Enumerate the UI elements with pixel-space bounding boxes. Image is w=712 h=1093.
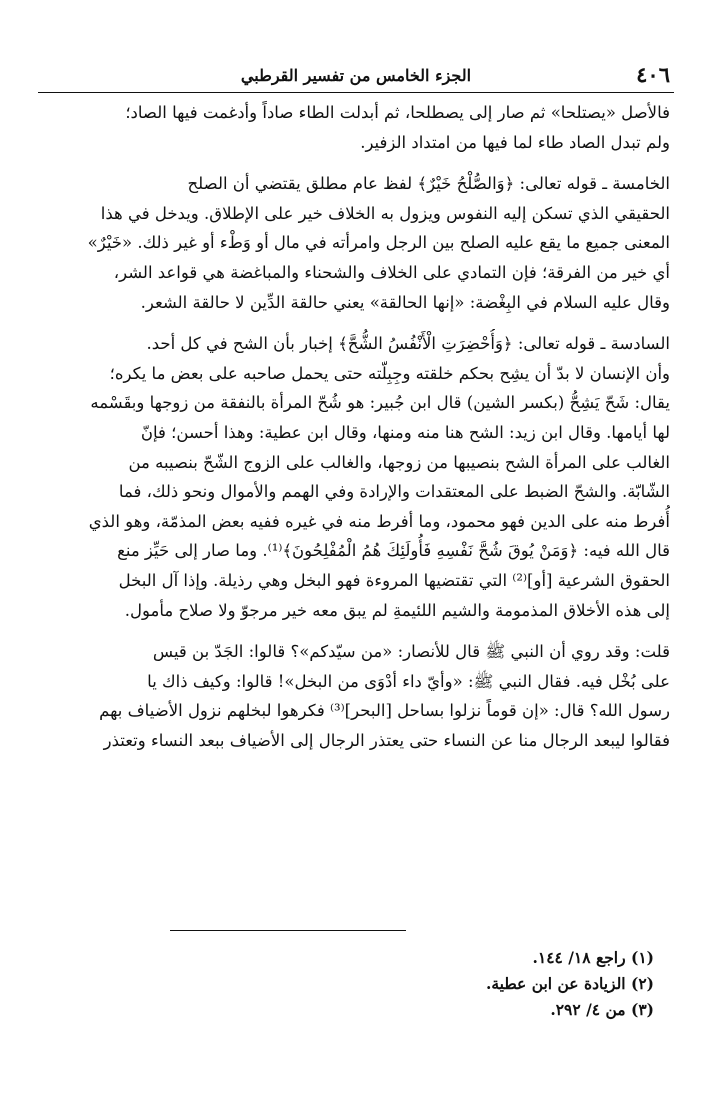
text-line: فقالوا ليبعد الرجال منا عن النساء حتى يعتذر الرجال إلى الأضياف ببعد النساء وتعتذر — [103, 730, 670, 750]
paragraph — [38, 637, 670, 755]
running-title: الجزء الخامس من تفسير القرطبي — [240, 66, 472, 85]
text-line: أي خير من الفرقة؛ فإن التمادي على الخلاف والشحناء والمباغضة هي قواعد الشر، — [113, 262, 670, 282]
text-line: إلى هذه الأخلاق المذمومة والشيم اللئيمةِ لم يبق معه خير مرجوّ ولا صلاح مأمول. — [124, 600, 670, 620]
paragraph — [38, 98, 670, 157]
text-line: الغالب على المرأة الشح بنصيبها من زوجها، والغالب على الزوج الشّحّ بنصيبه من — [128, 452, 670, 472]
main-text — [38, 98, 670, 755]
page-number: ٤٠٦ — [636, 62, 670, 87]
paragraph — [38, 329, 670, 625]
text-line: الحقوق الشرعية [أو]⁽²⁾ التي تقتضيها المروءة فهو البخل وهي رذيلة. وإذا آل البخل — [118, 570, 670, 590]
text-line: على بُخْل فيه. فقال النبي ﷺ: «وأيّ داء أدْوَى من البخل»! قالوا: وكيف ذاك يا — [147, 671, 670, 691]
paragraph — [38, 169, 670, 317]
text-line: رسول الله؟ قال: «إن قوماً نزلوا بساحل [البحر]⁽³⁾ فكرهوا لبخلهم نزول الأضياف بهم — [99, 701, 670, 721]
footnote: (٣) من ٤/ ٢٩٢. — [550, 1000, 654, 1019]
text-line: أُفرط منه على الدين فهو محمود، وما أفرط منه في غيره ففيه بعض المذمّة، وهو الذي — [88, 511, 670, 531]
page-header — [38, 62, 674, 93]
text-line: وأن الإنسان لا بدّ أن يشِح بحكم خلقته وجِبِلّته حتى يحمل صاحبه على بعض ما يكره؛ — [109, 363, 670, 383]
text-line: الشّابّة. والشحّ الضبط على المعتقدات والإرادة وفي الهمم والأموال ونحو ذلك، فما — [118, 482, 670, 502]
text-line: الخامسة ـ قوله تعالى: ﴿وَالصُّلْحُ خَيْرٌ﴾ لفظ عام مطلق يقتضي أن الصلح — [187, 174, 670, 194]
text-line: قلت: وقد روي أن النبي ﷺ قال للأنصار: «من سيّدكم»؟ قالوا: الجَدّ بن قيس — [152, 642, 670, 662]
footnote: (١) راجع ١٨/ ١٤٤. — [532, 948, 654, 967]
text-line: قال الله فيه: ﴿وَمَنْ يُوقَ شُحَّ نَفْسِهِ فَأُولَئِكَ هُمُ الْمُفْلِحُونَ﴾⁽¹⁾. وما صار إلى حَيِّز منع — [117, 541, 670, 561]
text-line: المعنى جميع ما يقع عليه الصلح بين الرجل وامرأته في مال أو وَطْء أو غير ذلك. «خَيْرٌ» — [87, 233, 670, 253]
text-line: لها أيامها. وقال ابن زيد: الشح هنا منه ومنها، وقال ابن عطية: وهذا أحسن؛ فإنّ — [140, 422, 670, 442]
text-line: وقال عليه السلام في البِغْضة: «إنها الحالقة» يعني حالقة الدِّين لا حالقة الشعر. — [140, 292, 670, 312]
text-line: السادسة ـ قوله تعالى: ﴿وَأُحْضِرَتِ الْأَنْفُسُ الشُّحَّ﴾ إخبار بأن الشح في كل أحد. — [146, 334, 670, 354]
text-line: ولم تبدل الصاد طاء لما فيها من امتداد الزفير. — [360, 132, 670, 152]
text-line: يقال: شَحّ يَشِحُّ (بكسر الشين) قال ابن جُبير: هو شُحّ المرأة بالنفقة من زوجها وبقَسْمه — [90, 393, 670, 413]
text-line: فالأصل «يصتلحا» ثم صار إلى يصطلحا، ثم أبدلت الطاء صاداً وأدغمت فيها الصاد؛ — [125, 103, 670, 122]
footnote-divider — [170, 930, 406, 931]
footnote: (٢) الزيادة عن ابن عطية. — [485, 974, 654, 993]
text-line: الحقيقي الذي تسكن إليه النفوس ويزول به الخلاف خير على الإطلاق. ويدخل في هذا — [100, 203, 670, 223]
footnotes — [254, 945, 654, 1023]
